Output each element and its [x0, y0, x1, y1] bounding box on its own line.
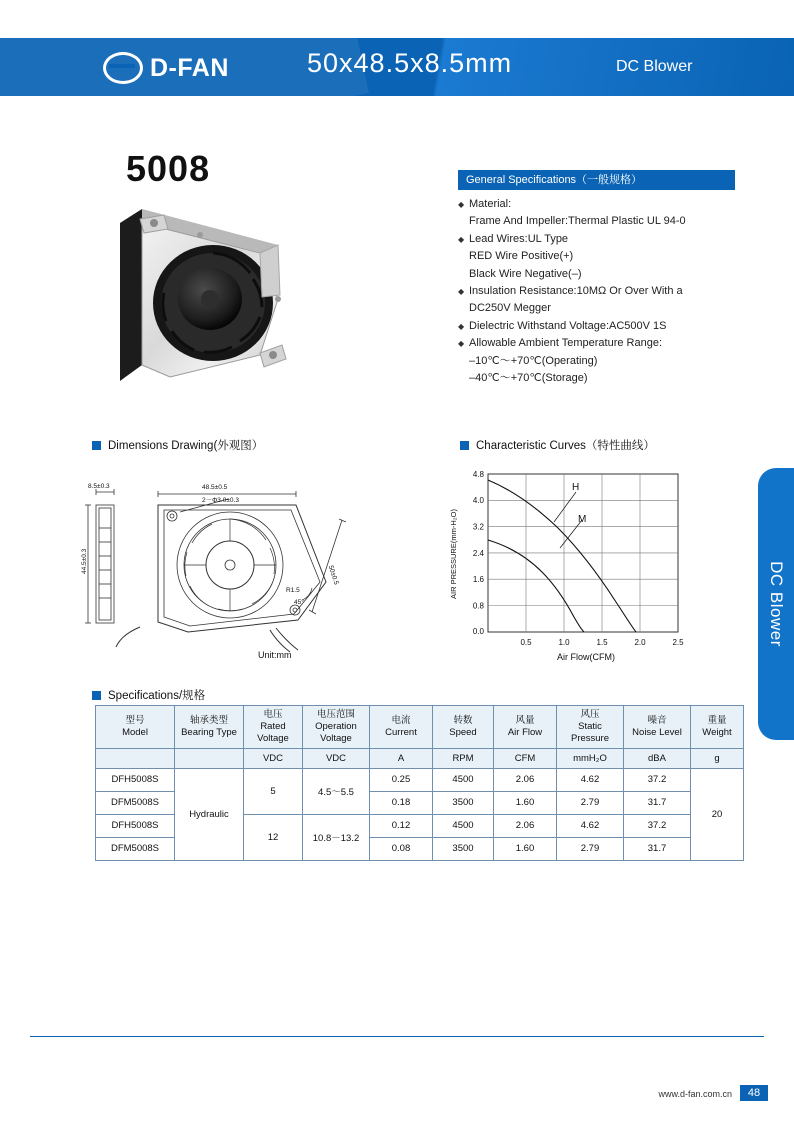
cell-speed: 4500: [433, 814, 494, 837]
th-weight: 重量 Weight: [691, 706, 744, 749]
product-photo: [110, 195, 296, 395]
cell-noise: 37.2: [624, 768, 691, 791]
side-tab-label: DC Blower: [767, 561, 786, 647]
dimensions-section-heading: [92, 437, 263, 453]
logo-ellipse-icon: [103, 52, 143, 84]
svg-text:0.0: 0.0: [472, 627, 484, 636]
cell-current: 0.18: [370, 791, 433, 814]
page-header: [0, 38, 794, 96]
page-number: 48: [740, 1085, 768, 1101]
svg-text:3.2: 3.2: [472, 522, 484, 532]
bullet-square-icon: [92, 691, 101, 700]
cell-static-pressure: 2.79: [557, 837, 624, 860]
dim-radius-label: R1.5: [286, 587, 300, 594]
specifications-heading-label: Specifications/规格: [108, 690, 206, 702]
svg-text:1.6: 1.6: [472, 575, 484, 585]
th-air-flow: 风量 Air Flow: [494, 706, 557, 749]
dim-holes-label: 2－Φ3.0±0.3: [202, 497, 239, 504]
cell-air-flow: 1.60: [494, 791, 557, 814]
cell-air-flow: 1.60: [494, 837, 557, 860]
footer-divider: [30, 1036, 764, 1037]
cell-rated-voltage: 12: [244, 814, 303, 860]
chart-x-axis-label: Air Flow(CFM): [557, 652, 615, 662]
spec-item-insulation: ◆ Insulation Resistance:10MΩ Or Over With a: [458, 283, 758, 300]
cell-noise: 37.2: [624, 814, 691, 837]
unit-bearing: [175, 748, 244, 768]
th-current: 电流 Current: [370, 706, 433, 749]
svg-text:4.8: 4.8: [472, 470, 484, 479]
unit-weight: g: [691, 748, 744, 768]
dim-left-height-label: 44.5±0.3: [81, 548, 88, 574]
cell-static-pressure: 4.62: [557, 768, 624, 791]
cell-noise: 31.7: [624, 791, 691, 814]
dim-thickness-label: 8.5±0.3: [88, 483, 110, 490]
general-specifications-title: General Specifications（一般规格）: [466, 174, 643, 186]
dim-width-label: 48.5±0.5: [202, 484, 228, 491]
spec-item-operating-temp: –10℃～+70℃(Operating): [469, 354, 598, 367]
unit-model: [96, 748, 175, 768]
svg-text:1.0: 1.0: [558, 638, 570, 647]
brand-logo: [103, 52, 229, 84]
dim-right-height-label: 50±0.5: [326, 564, 340, 586]
cell-weight: 20: [691, 768, 744, 860]
spec-item-lead-wires: ◆ Lead Wires:UL Type: [458, 231, 758, 248]
spec-item-material: ◆ Material:: [458, 196, 758, 213]
spec-item-dielectric: ◆ Dielectric Withstand Voltage:AC500V 1S: [458, 318, 758, 335]
cell-rated-voltage: 5: [244, 768, 303, 814]
svg-text:2.5: 2.5: [672, 638, 684, 647]
svg-text:4.0: 4.0: [472, 496, 484, 505]
curve-label-m: M: [578, 514, 587, 525]
dim-unit-label: Unit:mm: [258, 650, 292, 660]
cell-air-flow: 2.06: [494, 814, 557, 837]
th-rated-voltage: 电压 Rated Voltage: [244, 706, 303, 749]
footer-website: www.d-fan.com.cn: [658, 1089, 732, 1099]
cell-speed: 4500: [433, 768, 494, 791]
table-header-row: [96, 706, 744, 749]
chart-y-axis-label: AIR PRESSURE(mm-H₂O): [449, 509, 458, 599]
cell-model: DFH5008S: [96, 768, 175, 791]
svg-text:1.5: 1.5: [596, 638, 608, 647]
specifications-section-heading: [92, 687, 205, 703]
unit-speed: RPM: [433, 748, 494, 768]
svg-text:0.8: 0.8: [472, 601, 484, 611]
spec-item-megger: DC250V Megger: [469, 302, 551, 315]
th-bearing: 轴承类型 Bearing Type: [175, 706, 244, 749]
curves-section-heading: [460, 437, 655, 453]
cell-current: 0.12: [370, 814, 433, 837]
specifications-table: [95, 705, 744, 861]
cell-current: 0.08: [370, 837, 433, 860]
header-subtitle: DC Blower: [616, 58, 693, 75]
cell-model: DFM5008S: [96, 837, 175, 860]
table-units-row: [96, 748, 744, 768]
unit-static-pressure: mmH₂O: [557, 748, 624, 768]
cell-static-pressure: 2.79: [557, 791, 624, 814]
cell-bearing: Hydraulic: [175, 768, 244, 860]
dim-angle-label: 45°: [294, 599, 304, 606]
cell-air-flow: 2.06: [494, 768, 557, 791]
svg-text:0.5: 0.5: [520, 638, 532, 647]
cell-static-pressure: 4.62: [557, 814, 624, 837]
characteristic-curves-chart: [440, 462, 700, 677]
th-noise: 噪音 Noise Level: [624, 706, 691, 749]
cell-speed: 3500: [433, 837, 494, 860]
svg-text:2.4: 2.4: [472, 548, 484, 558]
th-static-pressure: 风压 Static Pressure: [557, 706, 624, 749]
unit-rated-voltage: VDC: [244, 748, 303, 768]
th-speed: 转数 Speed: [433, 706, 494, 749]
curves-heading-label: Characteristic Curves（特性曲线）: [476, 440, 655, 452]
bullet-square-icon: [92, 441, 101, 450]
side-tab-dc-blower: [758, 468, 794, 740]
brand-name: D-FAN: [150, 53, 229, 82]
spec-item-frame: Frame And Impeller:Thermal Plastic UL 94-0: [469, 215, 686, 228]
cell-operation-voltage: 4.5～5.5: [303, 768, 370, 814]
th-operation-voltage: 电压范围 Operation Voltage: [303, 706, 370, 749]
spec-item-ambient-temperature: ◆ Allowable Ambient Temperature Range:: [458, 335, 758, 352]
spec-item-red-wire: RED Wire Positive(+): [469, 250, 574, 263]
cell-model: DFH5008S: [96, 814, 175, 837]
cell-speed: 3500: [433, 791, 494, 814]
curve-label-h: H: [572, 482, 580, 493]
th-model: 型号 Model: [96, 706, 175, 749]
unit-operation-voltage: VDC: [303, 748, 370, 768]
unit-noise: dBA: [624, 748, 691, 768]
page-title: 50x48.5x8.5mm: [307, 48, 513, 78]
table-row: [96, 768, 744, 791]
general-specifications-heading: [458, 170, 735, 190]
general-specifications-list: [458, 196, 758, 387]
unit-current: A: [370, 748, 433, 768]
spec-item-black-wire: Black Wire Negative(–): [469, 267, 582, 280]
cell-operation-voltage: 10.8－13.2: [303, 814, 370, 860]
dimensions-drawing: [80, 462, 420, 667]
dimensions-heading-label: Dimensions Drawing(外观图）: [108, 440, 264, 452]
unit-air-flow: CFM: [494, 748, 557, 768]
cell-noise: 31.7: [624, 837, 691, 860]
model-number: 5008: [126, 148, 211, 189]
cell-current: 0.25: [370, 768, 433, 791]
spec-item-storage-temp: –40℃～+70℃(Storage): [469, 372, 588, 385]
cell-model: DFM5008S: [96, 791, 175, 814]
svg-text:2.0: 2.0: [634, 638, 646, 647]
bullet-square-icon: [460, 441, 469, 450]
